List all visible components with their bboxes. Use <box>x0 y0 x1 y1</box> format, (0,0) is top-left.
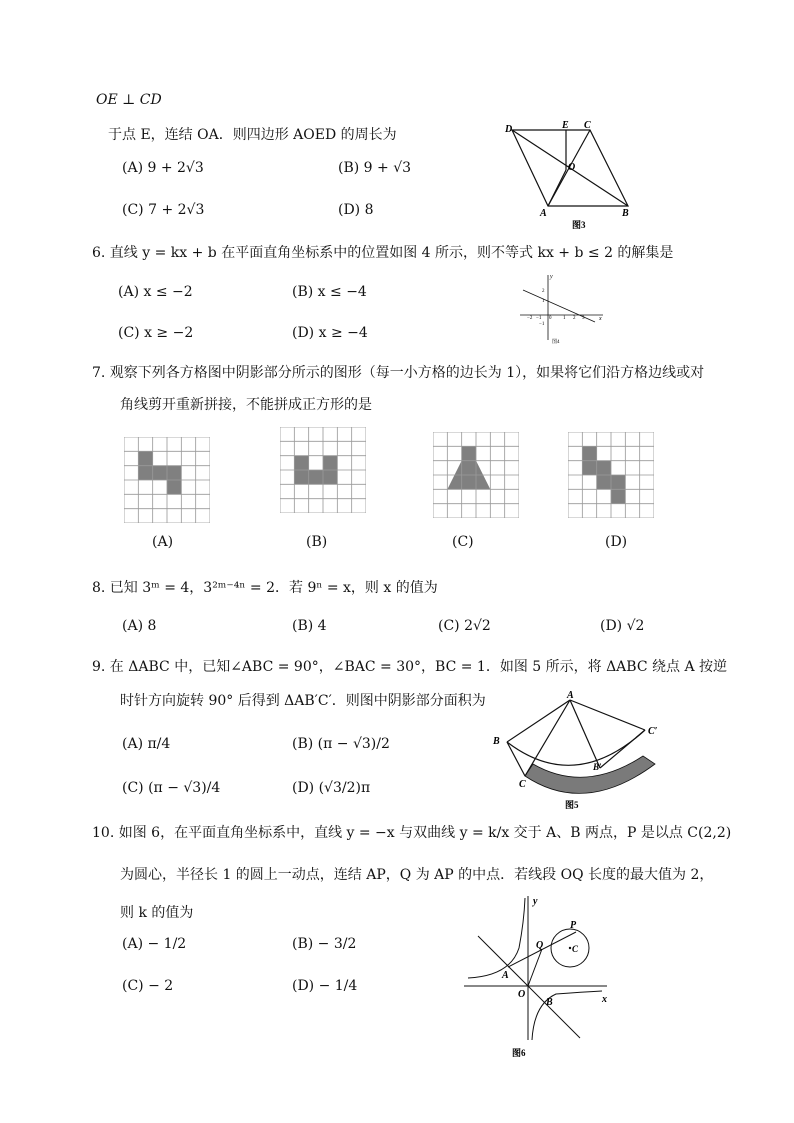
fig4-tick-y-2: 2 <box>542 289 545 294</box>
q10-stem-line2: 为圆心，半径长 1 的圆上一动点，连结 AP，Q 为 AP 的中点．若线段 OQ 长度的最大值为 2， <box>120 867 714 883</box>
fig4-tick-x-2: 2 <box>573 316 576 321</box>
q9-option-a[interactable]: (A) π/4 <box>122 736 171 752</box>
q5-option-b[interactable]: (B) 9 + √3 <box>338 160 412 176</box>
fig4-tick-x-0: 0 <box>549 316 552 321</box>
fig5-label-bprime: B′ <box>593 762 602 772</box>
grid-figure-c[interactable] <box>433 432 519 518</box>
q5-option-a[interactable]: (A) 9 + 2√3 <box>122 160 204 176</box>
q9-option-b[interactable]: (B) (π − √3)/2 <box>292 736 390 752</box>
q6-option-c[interactable]: (C) x ≥ −2 <box>118 325 194 341</box>
fig4-tick-x-1: 1 <box>563 316 566 321</box>
q7-stem-line1: 7. 观察下列各方格图中阴影部分所示的图形（每一小方格的边长为 1），如果将它们沿方格边线或对 <box>92 365 705 381</box>
q10-option-b[interactable]: (B) − 3/2 <box>292 936 357 952</box>
grid-label-c: (C) <box>452 534 474 550</box>
q6-option-b[interactable]: (B) x ≤ −4 <box>292 284 367 300</box>
q8-option-b[interactable]: (B) 4 <box>292 618 327 634</box>
q10-option-d[interactable]: (D) − 1/4 <box>292 978 358 994</box>
fig4-y-label: y <box>550 274 553 280</box>
fig5-label-a: A <box>567 690 574 701</box>
fig3-caption: 图3 <box>572 220 586 230</box>
q9-stem-line2: 时针方向旋转 90° 后得到 ΔAB′C′．则图中阴影部分面积为 <box>120 693 486 709</box>
fig6-label-a: A <box>502 970 509 981</box>
q5-stem: 于点 E，连结 OA．则四边形 AOED 的周长为 <box>108 127 397 143</box>
q5-option-c[interactable]: (C) 7 + 2√3 <box>122 202 205 218</box>
q9-option-c[interactable]: (C) (π − √3)/4 <box>122 780 221 796</box>
q8-option-d[interactable]: (D) √2 <box>600 618 645 634</box>
fig3-label-d: D <box>505 124 513 135</box>
q7-stem-line2: 角线剪开重新拼接，不能拼成正方形的是 <box>120 397 372 413</box>
fig6-label-c: C <box>572 944 579 954</box>
grid-figure-b[interactable] <box>280 427 366 513</box>
fig4-x-label: x <box>599 316 602 322</box>
q6-option-a[interactable]: (A) x ≤ −2 <box>118 284 193 300</box>
q5-continuation-line: OE ⊥ CD <box>96 92 162 108</box>
q6-option-d[interactable]: (D) x ≥ −4 <box>292 325 368 341</box>
fig6-label-x: x <box>602 994 607 1005</box>
q8-stem: 8. 已知 3ᵐ = 4，3²ᵐ⁻⁴ⁿ = 2．若 9ⁿ = x，则 x 的值为 <box>92 580 438 596</box>
fig5-label-b: B <box>493 736 500 747</box>
figure-4 <box>515 270 610 345</box>
fig6-label-y: y <box>533 896 538 907</box>
fig4-tick-x-m1: −1 <box>536 316 542 321</box>
fig6-label-q: Q <box>536 940 544 951</box>
q9-option-d[interactable]: (D) (√3/2)π <box>292 780 371 796</box>
grid-label-b: (B) <box>306 534 328 550</box>
fig3-label-o: O <box>568 162 576 173</box>
fig3-label-e: E <box>562 120 569 131</box>
figure-5 <box>485 688 670 812</box>
figure-6 <box>462 892 612 1060</box>
q8-option-c[interactable]: (C) 2√2 <box>438 618 491 634</box>
fig5-caption: 图5 <box>565 800 579 810</box>
fig3-label-c: C <box>584 120 591 131</box>
q10-option-c[interactable]: (C) − 2 <box>122 978 174 994</box>
fig6-caption: 图6 <box>512 1048 526 1058</box>
grid-label-d: (D) <box>605 534 628 550</box>
grid-figure-d[interactable] <box>568 432 654 518</box>
q8-option-a[interactable]: (A) 8 <box>122 618 157 634</box>
figure-3 <box>500 120 640 230</box>
q10-option-a[interactable]: (A) − 1/2 <box>122 936 187 952</box>
fig6-label-o: O <box>518 989 526 1000</box>
fig5-label-cprime: C′ <box>648 726 658 737</box>
grid-label-a: (A) <box>152 534 174 550</box>
q10-stem-line1: 10. 如图 6，在平面直角坐标系中，直线 y = −x 与双曲线 y = k/x 交于 A、B 两点，P 是以点 C(2,2) <box>92 825 732 841</box>
q9-stem-line1: 9. 在 ΔABC 中，已知∠ABC = 90°，∠BAC = 30°，BC = 1．如图 5 所示，将 ΔABC 绕点 A 按逆 <box>92 659 728 675</box>
fig4-caption: 图4 <box>552 340 560 345</box>
fig6-label-p: P <box>570 920 577 931</box>
q6-stem: 6. 直线 y = kx + b 在平面直角坐标系中的位置如图 4 所示，则不等式 kx + b ≤ 2 的解集是 <box>92 245 674 261</box>
grid-figure-a[interactable] <box>124 437 210 523</box>
q5-option-d[interactable]: (D) 8 <box>338 202 374 218</box>
fig4-tick-y-m1: −1 <box>539 322 545 327</box>
fig4-tick-x-m2: −2 <box>527 316 533 321</box>
fig5-label-c: C <box>519 779 526 790</box>
fig4-tick-x-3: 3 <box>582 316 585 321</box>
fig3-label-a: A <box>540 208 547 219</box>
fig4-tick-y-1: 1 <box>542 299 545 304</box>
q10-stem-line3: 则 k 的值为 <box>120 905 194 921</box>
fig3-label-b: B <box>622 208 629 219</box>
fig6-label-b: B <box>546 997 553 1008</box>
